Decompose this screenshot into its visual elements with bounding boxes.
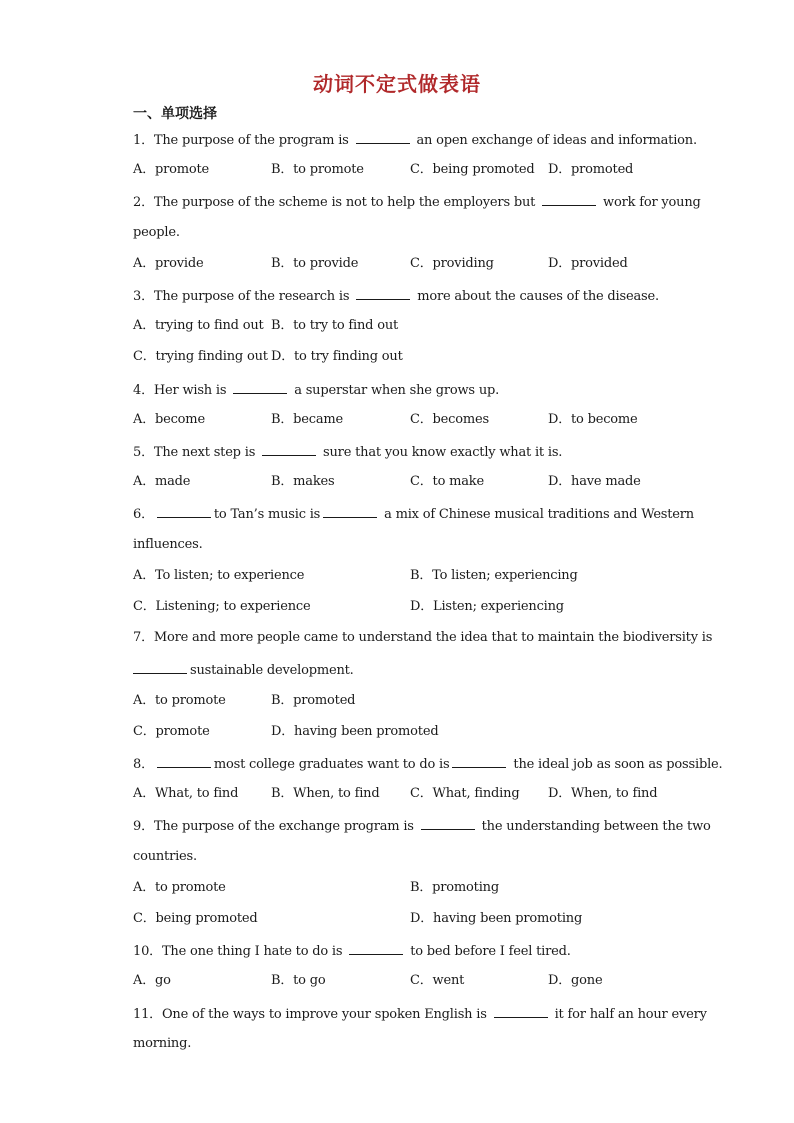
- question-4: 4．Her wish is a superstar when she grows up.: [133, 383, 500, 398]
- q7-option-c[interactable]: C．promote: [133, 724, 210, 739]
- q8-option-d[interactable]: D．When, to find: [548, 786, 658, 801]
- q7-option-d[interactable]: D．having been promoted: [271, 724, 439, 739]
- q5-option-c[interactable]: C．to make: [410, 474, 484, 489]
- question-11-continuation: morning.: [133, 1036, 192, 1051]
- q5-option-a[interactable]: A．made: [133, 474, 191, 489]
- q9-option-b[interactable]: B．promoting: [410, 880, 499, 895]
- q3-option-a[interactable]: A．trying to find out: [133, 318, 264, 333]
- page-title: 动词不定式做表语: [313, 72, 481, 96]
- question-11: 11．One of the ways to improve your spoken English is it for half an hour every: [133, 1007, 707, 1022]
- q2-option-a[interactable]: A．provide: [133, 256, 204, 271]
- question-5: 5．The next step is sure that you know exactly what it is.: [133, 445, 563, 460]
- q10-option-b[interactable]: B．to go: [271, 973, 326, 988]
- q6-option-c[interactable]: C．Listening; to experience: [133, 599, 311, 614]
- answer-blank: [133, 661, 187, 674]
- q7-option-a[interactable]: A．to promote: [133, 693, 226, 708]
- question-9-continuation: countries.: [133, 849, 197, 864]
- q5-option-d[interactable]: D．have made: [548, 474, 641, 489]
- q7-option-b[interactable]: B．promoted: [271, 693, 356, 708]
- answer-blank: [157, 505, 211, 518]
- q10-option-d[interactable]: D．gone: [548, 973, 603, 988]
- answer-blank: [262, 443, 316, 456]
- q1-option-a[interactable]: A．promote: [133, 162, 210, 177]
- q4-option-d[interactable]: D．to become: [548, 412, 638, 427]
- answer-blank: [233, 381, 287, 394]
- q2-option-b[interactable]: B．to provide: [271, 256, 359, 271]
- q3-option-c[interactable]: C．trying finding out: [133, 349, 268, 364]
- question-6-continuation: influences.: [133, 537, 203, 552]
- answer-blank: [452, 755, 506, 768]
- q3-option-b[interactable]: B．to try to find out: [271, 318, 399, 333]
- q5-option-b[interactable]: B．makes: [271, 474, 335, 489]
- answer-blank: [349, 942, 403, 955]
- q6-option-d[interactable]: D．Listen; experiencing: [410, 599, 564, 614]
- q6-option-a[interactable]: A．To listen; to experience: [133, 568, 305, 583]
- question-10: 10．The one thing I hate to do is to bed before I feel tired.: [133, 944, 571, 959]
- q8-option-c[interactable]: C．What, finding: [410, 786, 520, 801]
- q9-option-d[interactable]: D．having been promoting: [410, 911, 583, 926]
- answer-blank: [157, 755, 211, 768]
- answer-blank: [356, 131, 410, 144]
- question-9: 9．The purpose of the exchange program is the understanding between the two: [133, 819, 711, 834]
- q1-option-c[interactable]: C．being promoted: [410, 162, 535, 177]
- q2-option-c[interactable]: C．providing: [410, 256, 494, 271]
- question-7-continuation: sustainable development.: [133, 661, 354, 679]
- answer-blank: [356, 287, 410, 300]
- q2-option-d[interactable]: D．provided: [548, 256, 628, 271]
- answer-blank: [494, 1005, 548, 1018]
- answer-blank: [421, 817, 475, 830]
- question-2: 2．The purpose of the scheme is not to help the employers but work for young: [133, 195, 701, 210]
- question-2-continuation: people.: [133, 225, 180, 240]
- q6-option-b[interactable]: B．To listen; experiencing: [410, 568, 578, 583]
- q8-option-b[interactable]: B．When, to find: [271, 786, 380, 801]
- q10-option-a[interactable]: A．go: [133, 973, 171, 988]
- question-8: 8． most college graduates want to do is the ideal job as soon as possible.: [133, 757, 723, 772]
- q8-option-a[interactable]: A．What, to find: [133, 786, 239, 801]
- question-7: 7．More and more people came to understand the idea that to maintain the biodiversity is: [133, 630, 713, 645]
- q3-option-d[interactable]: D．to try finding out: [271, 349, 403, 364]
- q9-option-c[interactable]: C．being promoted: [133, 911, 258, 926]
- q10-option-c[interactable]: C．went: [410, 973, 465, 988]
- q1-option-b[interactable]: B．to promote: [271, 162, 364, 177]
- question-6: 6． to Tan’s music is a mix of Chinese musical traditions and Western: [133, 507, 694, 522]
- answer-blank: [323, 505, 377, 518]
- q4-option-b[interactable]: B．became: [271, 412, 344, 427]
- section-heading: 一、单项选择: [133, 106, 217, 122]
- question-1: 1．The purpose of the program is an open exchange of ideas and information.: [133, 133, 697, 148]
- q9-option-a[interactable]: A．to promote: [133, 880, 226, 895]
- answer-blank: [542, 193, 596, 206]
- q4-option-a[interactable]: A．become: [133, 412, 205, 427]
- q4-option-c[interactable]: C．becomes: [410, 412, 489, 427]
- question-3: 3．The purpose of the research is more about the causes of the disease.: [133, 289, 659, 304]
- q1-option-d[interactable]: D．promoted: [548, 162, 634, 177]
